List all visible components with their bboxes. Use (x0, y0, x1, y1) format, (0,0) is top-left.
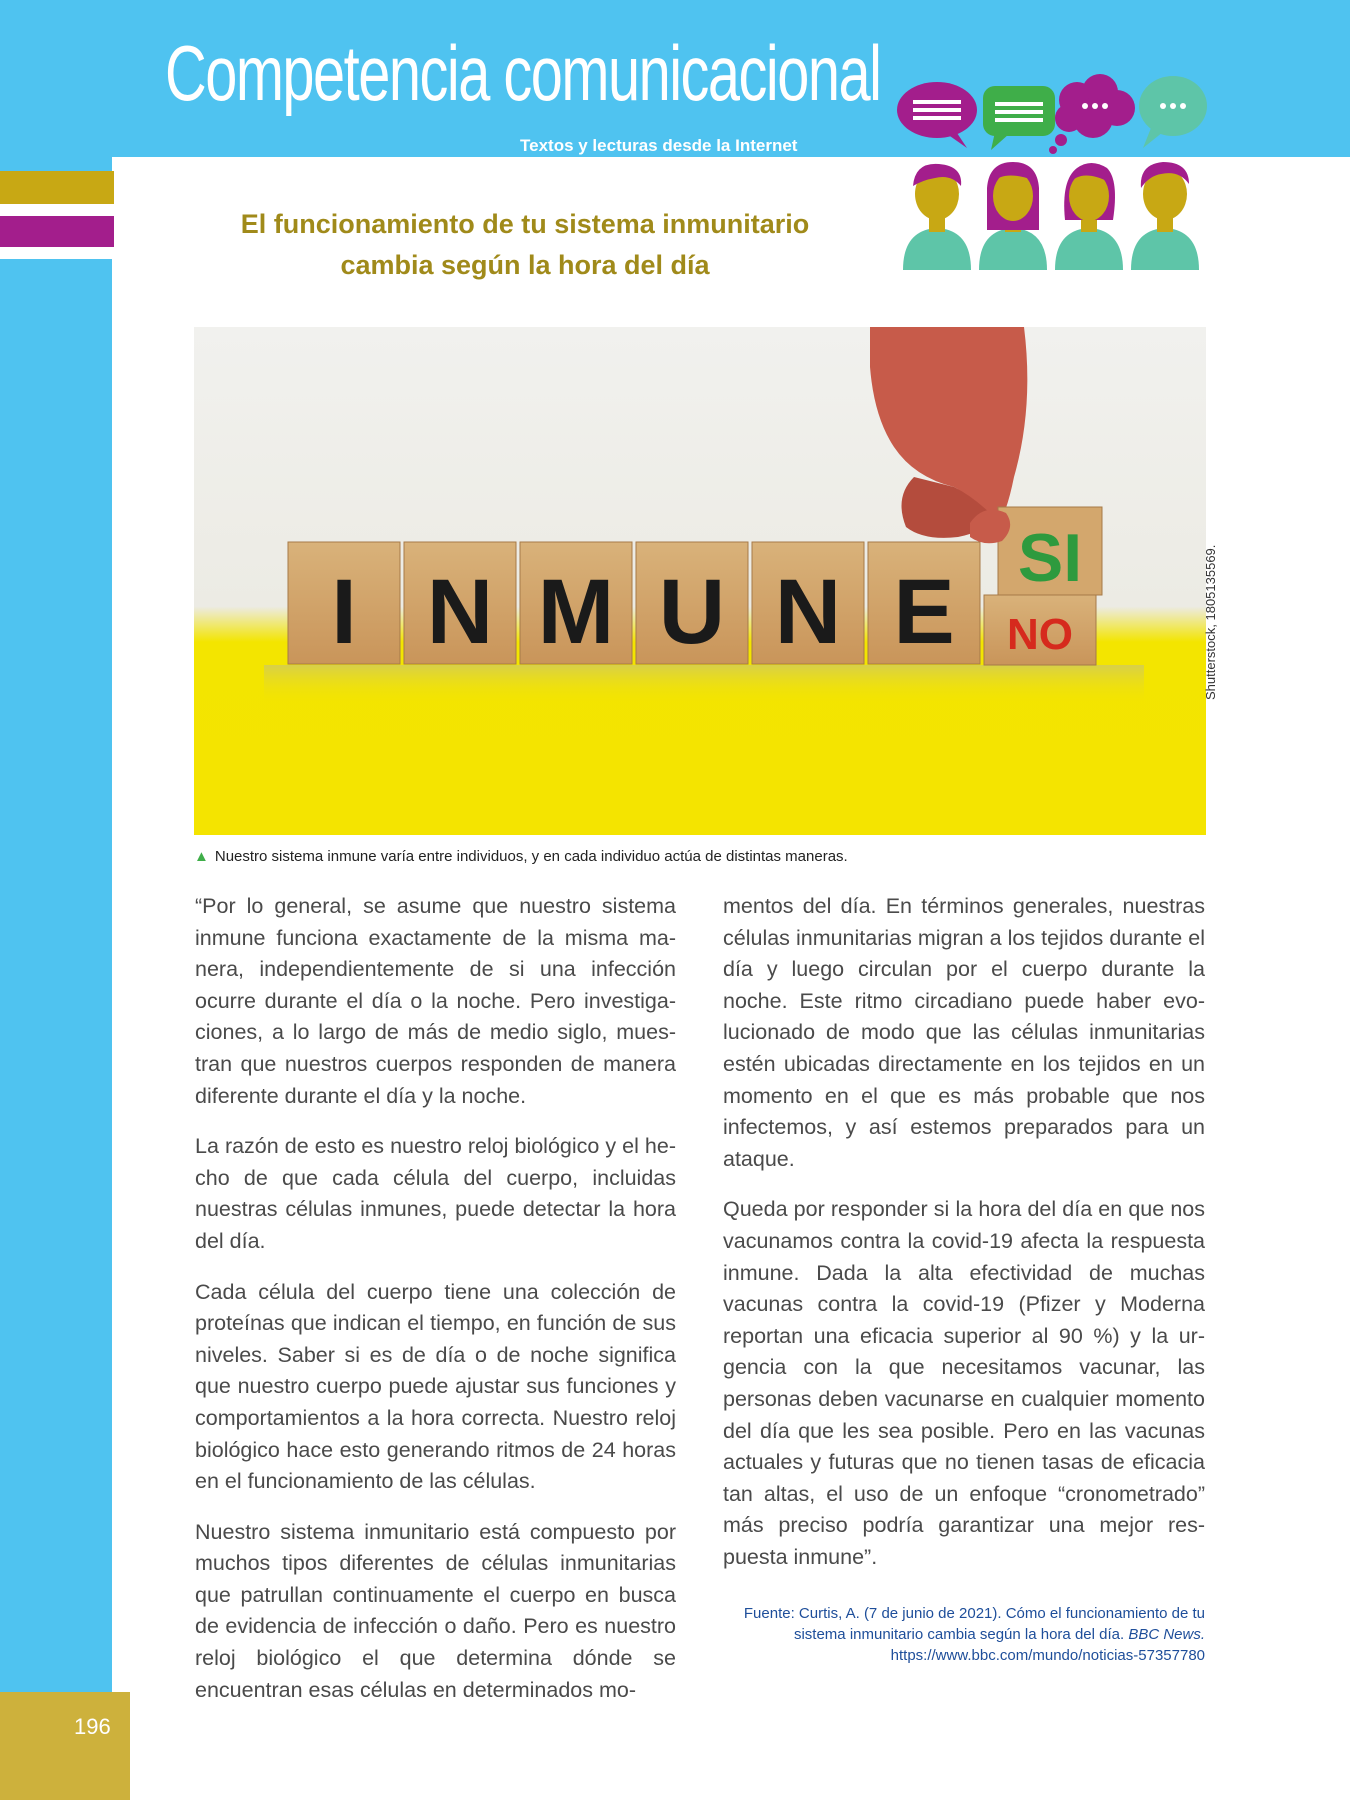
source-outlet: BBC News. (1128, 1626, 1205, 1643)
thought-bubble-magenta-icon (1049, 74, 1135, 154)
letter-block (752, 542, 864, 664)
block-letter: E (893, 561, 955, 663)
source-line: Fuente: Curtis, A. (7 de junio de 2021). Cómo el funcionamiento de tu (743, 1605, 1205, 1622)
block-word-no: NO (1007, 610, 1073, 659)
source-text: sistema inmunitario cambia según la hora del día. (793, 1626, 1129, 1643)
body-column-right (723, 891, 1205, 1592)
person-avatar-icon (1055, 163, 1123, 270)
letter-block (520, 542, 632, 664)
paragraph: mentos del día. En términos generales, nuestras células inmunitarias migran a los tejidos durante el día y luego circulan por el cuerpo durante la noche. Este ritmo circadiano puede haber evolucionado de modo que las células inmunitarias estén ubicadas directamente en los tejidos en un momento en el que es más probable que nos infectemos, y así estemos preparados para un ataque. (723, 894, 1205, 1171)
photo-caption (194, 848, 848, 865)
paragraph: Queda por responder si la hora del día en que nos vacunamos contra la covid-19 afecta la respuesta inmune. Dada la alta efectividad de muchas vacunas contra la covid-19 (Pfizer y Moderna reportan una eficacia superior al 90 %) y la urgencia con la que necesitamos vacunar, las personas deben vacunarse en cualquier momento del día que les sea posible. Pero en las vacunas actuales y futuras que no tienen tasas de eficacia tan altas, el uso de un enfoque “cronometrado” más preciso podría garantizar una mejor respuesta inmune”. (723, 1197, 1205, 1569)
accent-gap (0, 204, 114, 216)
left-margin-strip (0, 157, 112, 1692)
header-illustration (895, 70, 1215, 270)
magenta-accent-bar (0, 216, 114, 247)
triangle-icon: ▲ (194, 848, 209, 865)
speech-bubble-dots-teal-icon (1139, 76, 1207, 148)
caption-text: Nuestro sistema inmune varía entre individuos, y en cada individuo actúa de distintas maneras. (214, 848, 848, 865)
page-number: 196 (74, 1714, 111, 1739)
person-avatar-icon (979, 162, 1047, 270)
block-word-si: SI (1017, 520, 1083, 596)
paragraph: La razón de esto es nuestro reloj biológico y el hecho de que cada célula del cuerpo, incluidas nuestras células inmunes, puede detectar la hora del día. (195, 1134, 676, 1253)
article-title (195, 204, 855, 286)
block-letter: U (658, 561, 726, 663)
article-title-line: El funcionamiento de tu sistema inmunitario (240, 209, 810, 239)
block-letter: I (331, 561, 357, 663)
speech-bubble-lines-magenta-icon (897, 82, 977, 148)
paragraph: “Por lo general, se asume que nuestro sistema inmune funciona exactamente de la misma manera, independientemente de si una infección ocurre durante el día o la noche. Pero investigaciones, a lo largo de más de medio siglo, muestran que nuestros cuerpos responden de manera diferente durante el día y la noche. (195, 894, 676, 1108)
person-avatar-icon (903, 164, 971, 270)
photo-credit: Shutterstock, 1805135569. (1203, 544, 1218, 700)
source-citation (722, 1603, 1205, 1666)
section-subtitle: Textos y lecturas desde la Internet (520, 136, 798, 155)
block-letter: M (537, 561, 615, 663)
block-letter: N (426, 561, 494, 663)
accent-gap (0, 247, 114, 259)
paragraph: Cada célula del cuerpo tiene una colección de proteínas que indican el tiempo, en función de sus niveles. Saber si es de día o de noche significa que nuestro cuerpo puede ajustar sus funciones y comportamientos a la hora correcta. Nuestro reloj biológico hace esto generando ritmos de 24 horas en el funcionamiento de las células. (195, 1279, 676, 1494)
section-title: Competencia comunicacional (165, 29, 881, 117)
letter-block (636, 542, 748, 664)
block-letter: N (774, 561, 842, 663)
article-title-line: cambia según la hora del día (340, 250, 710, 280)
person-avatar-icon (1131, 162, 1199, 270)
page-number-corner (0, 1692, 130, 1800)
inmune-blocks-photo (194, 327, 1206, 835)
gold-accent-bar (0, 171, 114, 204)
source-line (722, 1624, 1205, 1645)
speech-bubble-lines-green-icon (983, 86, 1055, 150)
body-column-left (195, 891, 676, 1725)
letter-block (404, 542, 516, 664)
letter-block (868, 542, 980, 664)
letter-block (288, 542, 400, 664)
paragraph: Nuestro sistema inmunitario está compuesto por muchos tipos diferentes de células inmunitarias que patrullan continuamente el cuerpo en busca de evidencia de infección o daño. Pero es nuestro reloj biológico el que determina dónde se encuentran esas células en determinados mo- (195, 1519, 676, 1702)
source-url[interactable]: https://www.bbc.com/mundo/noticias-57357780 (890, 1647, 1205, 1664)
